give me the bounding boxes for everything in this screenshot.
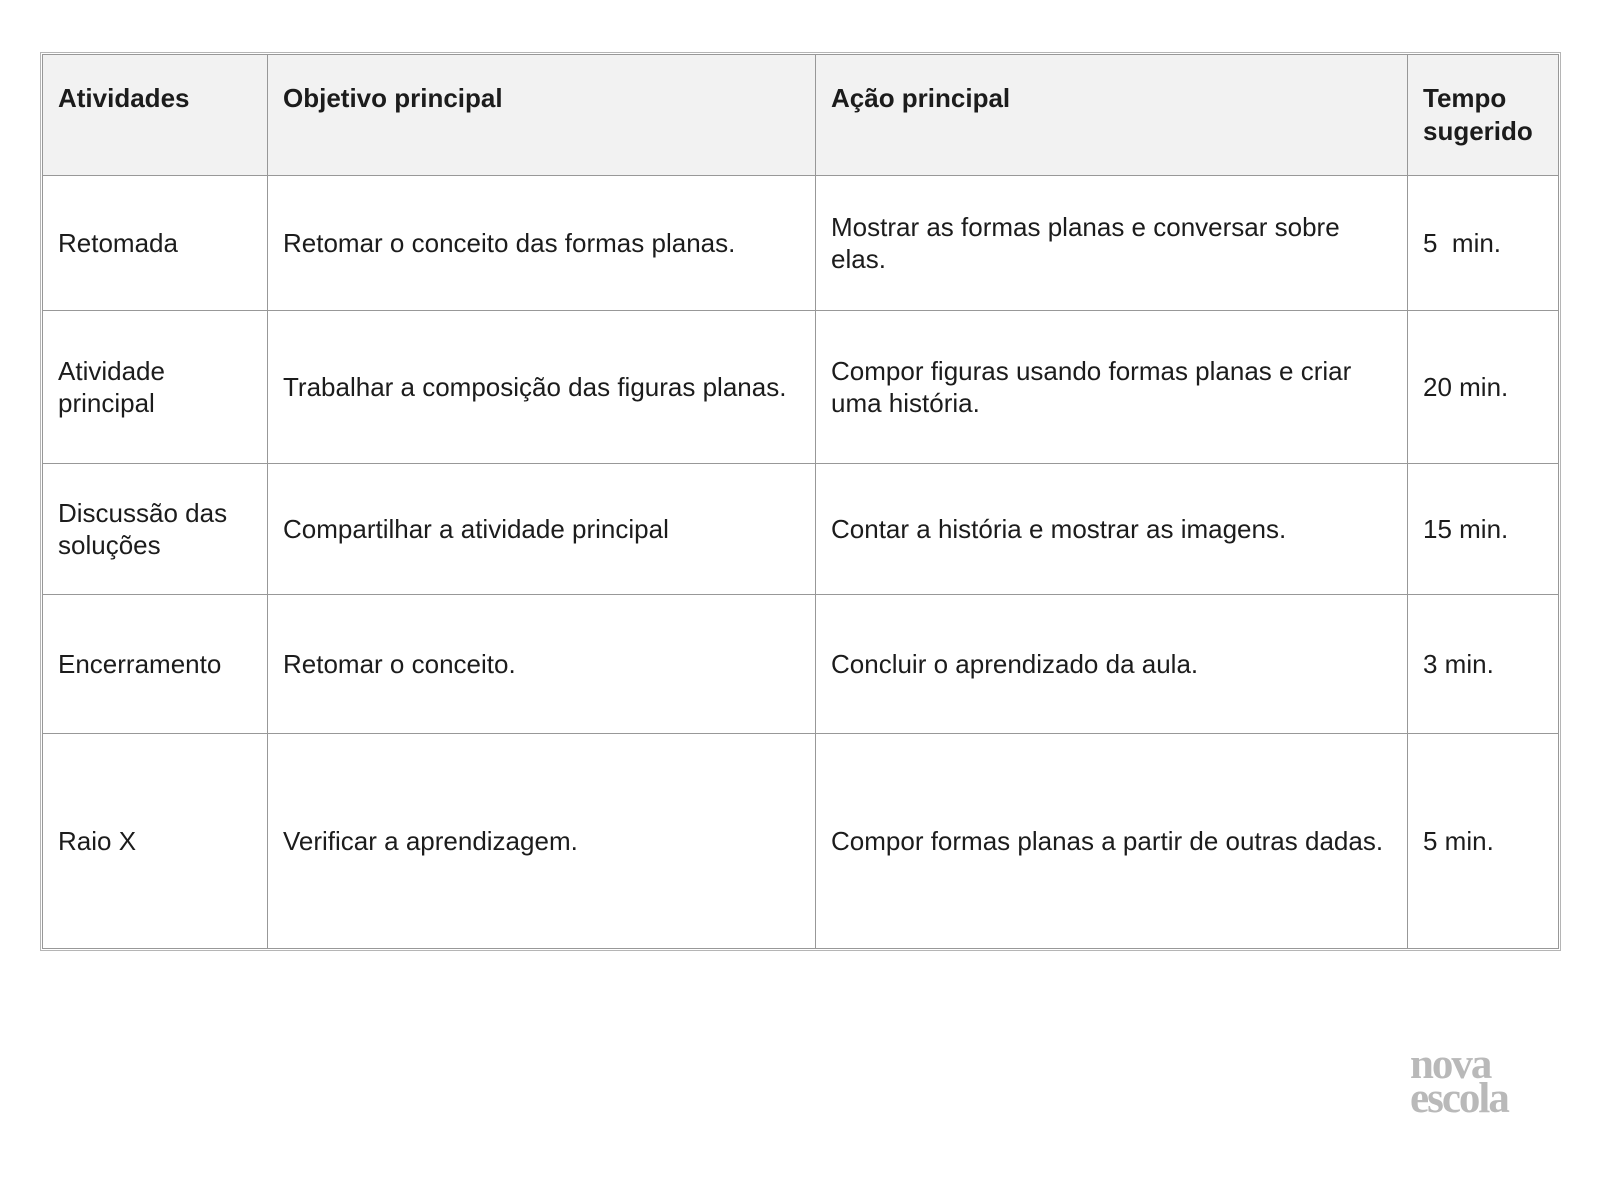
cell-tempo: 20 min. (1408, 311, 1559, 464)
table-row (43, 176, 1559, 311)
table-row (43, 595, 1559, 734)
table-row (43, 311, 1559, 464)
cell-tempo: 5 min. (1408, 176, 1559, 311)
cell-objetivo: Retomar o conceito. (268, 595, 816, 734)
cell-atividade: Raio X (43, 734, 268, 949)
cell-tempo: 5 min. (1408, 734, 1559, 949)
cell-acao: Concluir o aprendizado da aula. (816, 595, 1408, 734)
header-cell-atividades: Atividades (43, 55, 268, 176)
nova-escola-logo (1410, 1041, 1508, 1122)
table-header-row (43, 55, 1559, 176)
cell-objetivo: Compartilhar a atividade principal (268, 464, 816, 595)
header-cell-tempo-sugerido: Tempo sugerido (1408, 55, 1559, 176)
cell-atividade: Encerramento (43, 595, 268, 734)
cell-tempo: 15 min. (1408, 464, 1559, 595)
header-cell-acao-principal: Ação principal (816, 55, 1408, 176)
cell-acao: Compor figuras usando formas planas e criar uma história. (816, 311, 1408, 464)
table-row (43, 464, 1559, 595)
cell-atividade: Retomada (43, 176, 268, 311)
logo-line-nova: nova (1410, 1041, 1491, 1088)
logo-line-escola: escola (1410, 1075, 1508, 1122)
header-cell-objetivo-principal: Objetivo principal (268, 55, 816, 176)
cell-objetivo: Trabalhar a composição das figuras planas. (268, 311, 816, 464)
table-row (43, 734, 1559, 949)
table-body (43, 176, 1559, 949)
lesson-plan-table (42, 54, 1559, 949)
cell-acao: Compor formas planas a partir de outras dadas. (816, 734, 1408, 949)
cell-objetivo: Verificar a aprendizagem. (268, 734, 816, 949)
cell-acao: Mostrar as formas planas e conversar sobre elas. (816, 176, 1408, 311)
cell-objetivo: Retomar o conceito das formas planas. (268, 176, 816, 311)
cell-atividade: Discussão das soluções (43, 464, 268, 595)
cell-tempo: 3 min. (1408, 595, 1559, 734)
cell-atividade: Atividade principal (43, 311, 268, 464)
cell-acao: Contar a história e mostrar as imagens. (816, 464, 1408, 595)
